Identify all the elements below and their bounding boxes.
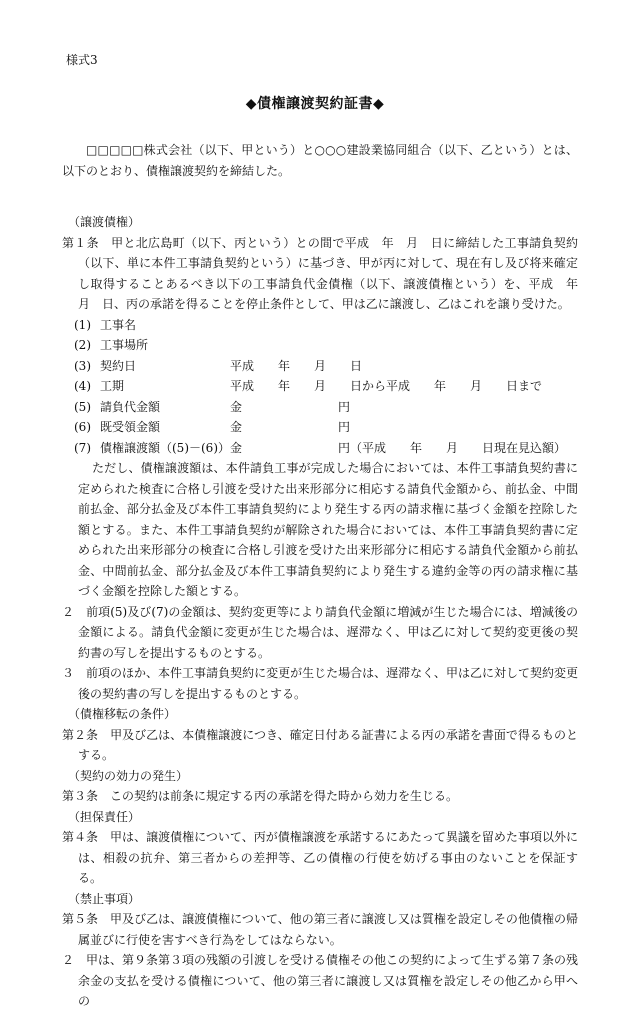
item-value: 平成 年 月 日 <box>230 358 363 373</box>
item-number: (4) <box>74 379 91 393</box>
claim-item <box>62 315 578 336</box>
item-number: (3) <box>74 358 91 373</box>
preamble: □□□□□株式会社（以下、甲という）と○○○建設業協同組合（以下、乙という）とは、以下のとおり、債権譲渡契約を締結した。 <box>62 143 578 178</box>
section-heading-prohibitions: （禁止事項） <box>68 891 141 906</box>
article-4: 第４条 甲は、譲渡債権について、丙が債権譲渡を承諾するにあたって異議を留めた事項以外には、相殺の抗弁、第三者からの差押等、乙の債権の行使を妨げる事由のないことを保証する。 <box>62 830 578 885</box>
article-1-proviso: ただし、債権譲渡額は、本件請負工事が完成した場合においては、本件工事請負契約書に定められた検査に合格し引渡を受けた出来形部分に相応する請負代金額から、前払金、中間前払金、部分払金及び本件工事請負契約により発生する丙の請求権に基づく金額を控除した額とする。また、本件工事請負契約が解除された場合においては、本件工事請負契約書に定められた出来形部分の検査に合格し引渡を受けた出来形部分に相応する請負代金額から前払金、中間前払金、部分払金及び本件工事請負契約により発生する違約金等の丙の請求権に基づく金額を控除した額とする。 <box>78 461 578 598</box>
document-title: ◆債権譲渡契約証書◆ <box>245 96 385 112</box>
section-heading-transfer-conditions: （債権移転の条件） <box>68 707 177 721</box>
item-value <box>230 335 578 356</box>
article-5: 第５条 甲及び乙は、譲渡債権について、他の第三者に譲渡し又は質権を設定しその他債権の帰属並びに行使を害すべき行為をしてはならない。 <box>62 912 578 947</box>
item-value: 平成 年 月 日から平成 年 月 日まで <box>230 379 543 393</box>
item-label: 既受領金額 <box>100 420 161 434</box>
item-label: 契約日 <box>100 358 137 373</box>
item-value: 金 円 <box>230 420 351 434</box>
article-1-paragraph-2: ２ 前項(5)及び(7)の金額は、契約変更等により請負代金額に増減が生じた場合には、増減後の金額による。請負代金額に変更が生じた場合は、遅滞なく、甲は乙に対して契約変更後の契約書の写しを提出するものとする。 <box>62 604 578 660</box>
article-5-paragraph-2: ２ 甲は、第９条第３項の残額の引渡しを受ける債権その他この契約によって生ずる第７条の残余金の支払を受ける債権について、他の第三者に譲渡し又は質権を設定しその他乙から甲への <box>62 953 579 1008</box>
article-2: 第２条 甲及び乙は、本債権譲渡につき、確定日付ある証書による丙の承諾を書面で得るものとする。 <box>62 727 578 762</box>
item-label: 工事名 <box>100 317 137 332</box>
claim-item <box>62 376 578 397</box>
item-label: 工期 <box>100 379 125 393</box>
form-number: 様式3 <box>66 53 98 67</box>
item-number: (1) <box>74 317 91 332</box>
claim-details-list <box>62 315 578 459</box>
claim-item <box>62 438 578 459</box>
claim-item <box>62 397 578 418</box>
section-heading-warranty: （担保責任） <box>68 809 141 824</box>
item-value <box>230 315 578 336</box>
section-heading-effect: （契約の効力の発生） <box>68 768 189 783</box>
item-number: (7) <box>74 440 91 455</box>
claim-item <box>62 335 578 356</box>
contract-body <box>62 212 591 1012</box>
section-heading-transferred-claim: （譲渡債権） <box>68 215 141 229</box>
item-value: 金 円（平成 年 月 日現在見込額） <box>230 440 567 455</box>
item-label: 債権譲渡額（(5)－(6)） <box>100 440 230 455</box>
item-number: (5) <box>74 399 91 414</box>
claim-item <box>62 417 578 438</box>
item-label: 工事場所 <box>100 338 149 352</box>
article-1-paragraph-3: ３ 前項のほか、本件工事請負契約に変更が生じた場合は、遅滞なく、甲は乙に対して契約変更後の契約書の写しを提出するものとする。 <box>62 666 578 701</box>
article-3: 第３条 この契約は前条に規定する丙の承諾を得た時から効力を生じる。 <box>62 789 459 803</box>
item-number: (6) <box>74 420 91 434</box>
item-value: 金 円 <box>230 399 351 414</box>
item-number: (2) <box>74 338 91 352</box>
article-1: 第１条 甲と北広島町（以下、丙という）との間で平成 年 月 日に締結した工事請負契約（以下、単に本件工事請負契約という）に基づき、甲が丙に対して、現在有し及び将来確定し取得することあるべき以下の工事請負代金債権（以下、譲渡債権という）を、平成 年 月 日、丙の承諾を得ることを停止条件として、甲は乙に譲渡し、乙はこれを譲り受けた。 <box>62 235 591 311</box>
item-label: 請負代金額 <box>100 399 161 414</box>
claim-item <box>62 356 578 377</box>
